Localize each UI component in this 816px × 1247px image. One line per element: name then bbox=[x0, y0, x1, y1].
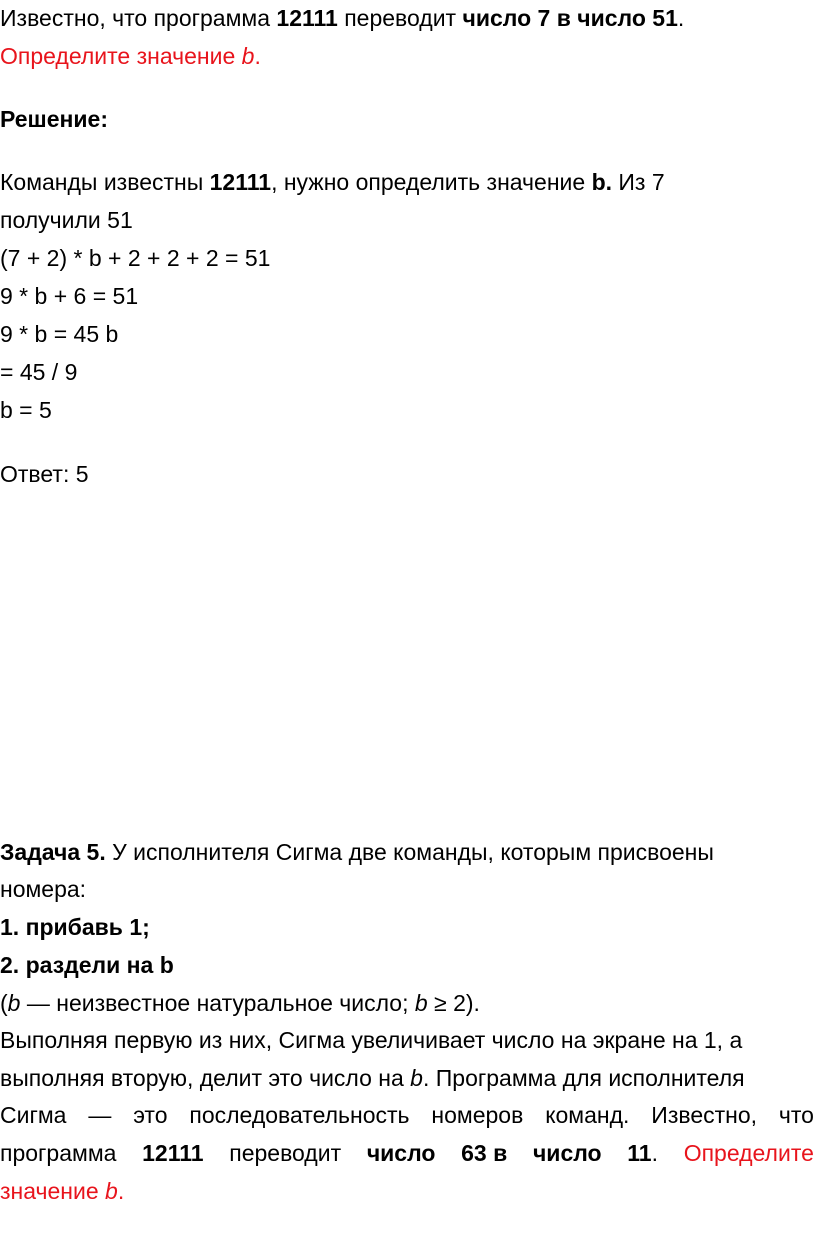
text: значение bbox=[0, 1178, 106, 1204]
text: Команды известны bbox=[0, 169, 210, 195]
text: — неизвестное натуральное число; bbox=[20, 990, 415, 1016]
task5-line-7 bbox=[0, 1063, 745, 1093]
word: число bbox=[366, 1140, 436, 1166]
text: Известно, что программа bbox=[0, 5, 277, 31]
program-code: 12111 bbox=[142, 1140, 204, 1166]
task5-line-1 bbox=[0, 837, 714, 867]
word: — bbox=[88, 1102, 112, 1128]
word: Сигма bbox=[0, 1102, 67, 1128]
text: ≥ 2). bbox=[427, 990, 480, 1016]
problem-statement-line-1 bbox=[0, 3, 684, 33]
number-with-period bbox=[627, 1138, 658, 1168]
question-word: Определите bbox=[683, 1140, 814, 1166]
number: 11 bbox=[627, 1140, 652, 1166]
text: переводит bbox=[337, 5, 463, 31]
text: , нужно определить значение bbox=[271, 169, 592, 195]
equation-2: 9 * b + 6 = 51 bbox=[0, 283, 139, 309]
word: номеров bbox=[431, 1102, 524, 1128]
word: программа bbox=[0, 1140, 117, 1166]
word: последовательность bbox=[189, 1102, 410, 1128]
variable-b: b bbox=[410, 1065, 423, 1091]
word: число bbox=[532, 1140, 602, 1166]
text: Выполняя первую из них, Сигма увеличивает число на экране на 1, а bbox=[0, 1027, 743, 1053]
equation-4: = 45 / 9 bbox=[0, 359, 78, 385]
text: выполняя вторую, делит это число на bbox=[0, 1065, 411, 1091]
solution-line-1 bbox=[0, 167, 665, 197]
variable-b: b bbox=[105, 1178, 118, 1204]
text: . Программа для исполнителя bbox=[422, 1065, 745, 1091]
period: . bbox=[651, 1140, 658, 1166]
text: Из 7 bbox=[612, 169, 665, 195]
word: что bbox=[778, 1102, 814, 1128]
command-1: 1. прибавь 1; bbox=[0, 914, 150, 940]
text: Определите значение bbox=[0, 43, 242, 69]
task5-line-2: номера: bbox=[0, 876, 87, 902]
task5-line-9 bbox=[0, 1138, 814, 1168]
conversion-phrase: число 7 в число 51 bbox=[462, 5, 678, 31]
text: ( bbox=[0, 990, 8, 1016]
variable-b: b bbox=[241, 43, 255, 69]
task-label: Задача 5. bbox=[0, 839, 106, 865]
word: 63 в bbox=[461, 1140, 508, 1166]
command-2: 2. раздели на b bbox=[0, 952, 174, 978]
solution-heading: Решение: bbox=[0, 106, 109, 132]
equation-5: b = 5 bbox=[0, 397, 52, 423]
variable-b: b. bbox=[591, 169, 613, 195]
program-code: 12111 bbox=[209, 169, 272, 195]
word: Известно, bbox=[651, 1102, 758, 1128]
equation-1: (7 + 2) * b + 2 + 2 + 2 = 51 bbox=[0, 245, 271, 271]
variable-b: b bbox=[414, 990, 428, 1016]
word: это bbox=[133, 1102, 168, 1128]
task5-line-6 bbox=[0, 1025, 814, 1055]
solution-line-2: получили 51 bbox=[0, 207, 133, 233]
word: переводит bbox=[229, 1140, 342, 1166]
program-code: 12111 bbox=[276, 5, 338, 31]
word: команд. bbox=[545, 1102, 630, 1128]
text: . bbox=[254, 43, 261, 69]
text: . bbox=[117, 1178, 125, 1204]
task5-line-8 bbox=[0, 1100, 814, 1130]
text: . bbox=[677, 5, 685, 31]
task5-line-5 bbox=[0, 988, 480, 1018]
variable-b: b bbox=[7, 990, 21, 1016]
task5-question-line bbox=[0, 1176, 124, 1206]
equation-3: 9 * b = 45 b bbox=[0, 321, 119, 347]
answer-line: Ответ: 5 bbox=[0, 461, 89, 487]
question-line bbox=[0, 41, 261, 71]
text: У исполнителя Сигма две команды, которым присвоены bbox=[105, 839, 714, 865]
